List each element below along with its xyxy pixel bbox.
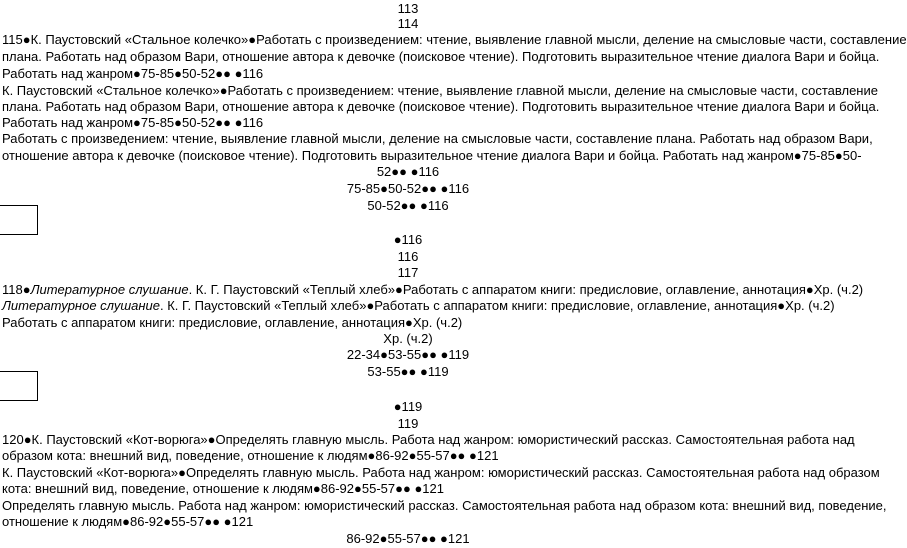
lesson-120-tasks-line-1: Определять главную мысль. Работа над жанром: юмористический рассказ. Самостоятельная работа над образом кота: внешний вид, поведение, [2, 498, 887, 513]
lesson-120-repeat-line-2: кота: внешний вид, поведение, отношение к людям●86-92●55-57●● ●121 [2, 481, 444, 496]
pages-line-50-52: 50-52●● ●116 [367, 198, 449, 213]
pages-line-53-55: 53-55●● ●119 [367, 364, 449, 379]
reader-part-2: Хр. (ч.2) [383, 331, 433, 346]
lesson-118-genre: Литературное слушание [30, 282, 189, 297]
lesson-118-repeat-line [2, 297, 835, 315]
lesson-115-repeat-line-1: К. Паустовский «Стальное колечко»●Работать с произведением: чтение, выявление главной мысли, деление на смысловые части, составление [2, 83, 878, 98]
lesson-115-tasks-line-1: Работать с произведением: чтение, выявление главной мысли, деление на смысловые части, составление плана. Работать над образом Вари, [2, 131, 873, 146]
lesson-118-repeat-text: . К. Г. Паустовский «Теплый хлеб»●Работать с аппаратом книги: предисловие, оглавление, аннотация●Хр. (ч.2) [159, 298, 835, 313]
lesson-115-repeat-line-3: Работать над жанром●75-85●50-52●● ●116 [2, 115, 264, 130]
lesson-120-line-2: образом кота: внешний вид, поведение, отношение к людям●86-92●55-57●● ●121 [2, 448, 499, 463]
bullet-119: ●119 [393, 399, 423, 414]
lesson-115-line-3: Работать над жанром●75-85●50-52●● ●116 [2, 66, 264, 81]
page-number-114: 114 [397, 16, 419, 31]
lesson-118-tasks-line: Работать с аппаратом книги: предисловие, оглавление, аннотация●Хр. (ч.2) [2, 315, 463, 330]
page-number-113: 113 [397, 1, 419, 16]
lesson-115-line-2: плана. Работать над образом Вари, отношение автора к девочке (поисковое чтение). Подготовить выразительное чтение диалога Вари и бойца. [2, 49, 880, 64]
lesson-115-line-1: 115●К. Паустовский «Стальное колечко»●Работать с произведением: чтение, выявление главной мысли, деление на смысловые части, составление [2, 32, 907, 47]
page-number-119: 119 [397, 416, 419, 431]
pages-line-75-85: 75-85●50-52●● ●116 [346, 181, 470, 196]
page-number-117: 117 [397, 265, 419, 280]
lesson-118-text: . К. Г. Паустовский «Теплый хлеб»●Работать с аппаратом книги: предисловие, оглавление, аннотация●Хр. (ч.2) [188, 282, 864, 297]
page-number-116: 116 [397, 249, 419, 264]
lesson-115-tasks-line-2: отношение автора к девочке (поисковое чтение). Подготовить выразительное чтение диалога Вари и бойца. Работать над жанром●75-85●50- [2, 148, 862, 163]
bullet-116: ●116 [393, 232, 423, 247]
pages-line-86-92: 86-92●55-57●● ●121 [346, 531, 470, 546]
lesson-120-line-1: 120●К. Паустовский «Кот-ворюга»●Определять главную мысль. Работа над жанром: юмористический рассказ. Самостоятельная работа над [2, 432, 855, 447]
lesson-118-repeat-genre: Литературное слушание [2, 298, 160, 313]
empty-cell-box-2 [0, 371, 38, 401]
pages-line-22-34: 22-34●53-55●● ●119 [346, 347, 470, 362]
lesson-120-repeat-line-1: К. Паустовский «Кот-ворюга»●Определять главную мысль. Работа над жанром: юмористический рассказ. Самостоятельная работа над образом [2, 465, 880, 480]
lesson-115-tasks-line-3: 52●● ●116 [376, 164, 440, 179]
lesson-118-number: 118● [2, 282, 31, 297]
lesson-120-tasks-line-2: отношение к людям●86-92●55-57●● ●121 [2, 514, 254, 529]
lesson-115-repeat-line-2: плана. Работать над образом Вари, отношение автора к девочке (поисковое чтение). Подготовить выразительное чтение диалога Вари и бойца. [2, 99, 880, 114]
